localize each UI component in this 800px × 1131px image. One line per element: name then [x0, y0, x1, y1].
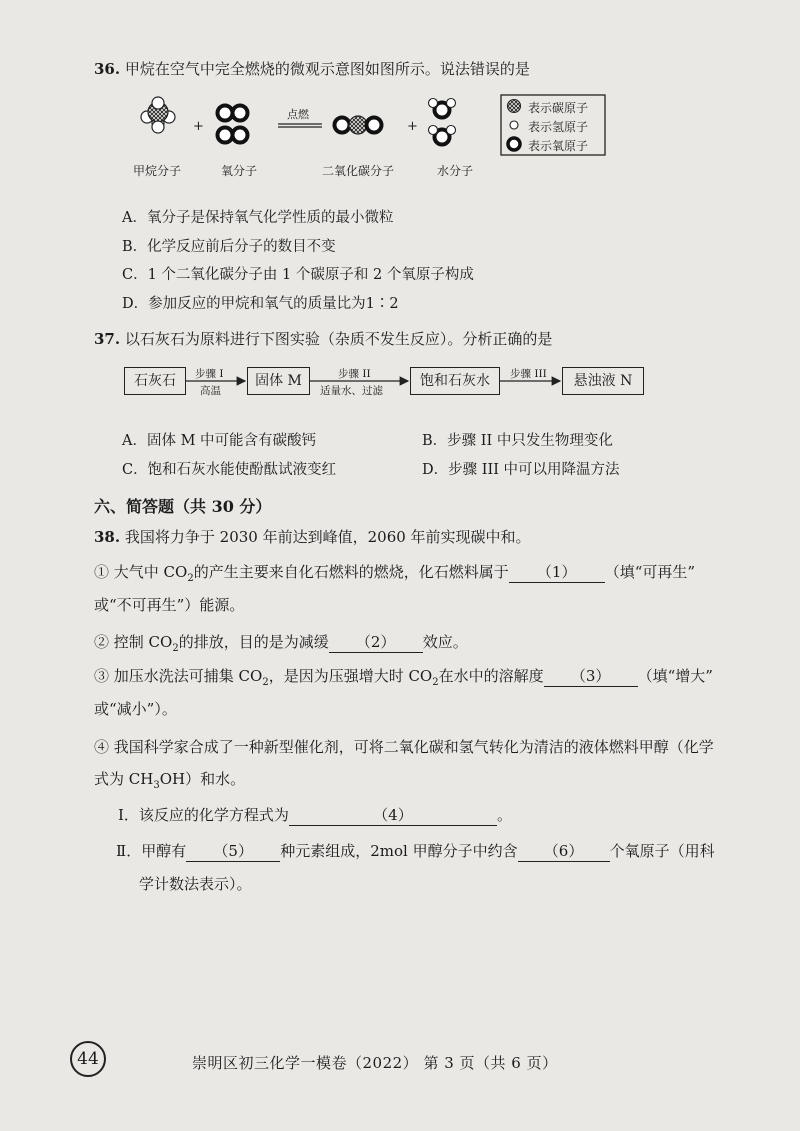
q36-stem-text: 甲烷在空气中完全燃烧的微观示意图如图所示。说法错误的是: [124, 60, 530, 78]
q38-number: 38.: [94, 528, 121, 546]
answer-blank-1[interactable]: （1）: [509, 561, 605, 583]
flow-box-limewater: 饱和石灰水: [410, 367, 500, 395]
flow-box-limestone: 石灰石: [124, 367, 186, 395]
q38-part1: ① 大气中 $CO_2$的产生主要来自化石燃料的燃烧，化石燃料属于 （1） （填“可再生”: [94, 563, 696, 584]
q37-stem-text: 以石灰石为原料进行下图实验（杂质不发生反应）。分析正确的是: [124, 330, 553, 348]
step2-bottom: 适量水、过滤: [320, 385, 383, 397]
q37-option-c: C．饱和石灰水能使酚酞试液变红: [122, 462, 337, 478]
q37-option-d: D．步骤 III 中可以用降温方法: [422, 462, 620, 478]
q38-part4: ④ 我国科学家合成了一种新型催化剂，可将二氧化碳和氢气转化为清洁的液体燃料甲醇（化学: [94, 738, 714, 756]
q38-part3-cont: 或“减小”）。: [94, 700, 177, 718]
step1-bottom: 高温: [200, 385, 221, 397]
q38-part2: ② 控制 $CO_2$的排放，目的是为减缓 （2） 效应。: [94, 633, 468, 654]
step2-top: 步骤 II: [338, 368, 371, 380]
step3-top: 步骤 III: [510, 368, 547, 380]
q38-stem-text: 我国将力争于 2030 年前达到峰值，2060 年前实现碳中和。: [124, 528, 531, 546]
q37-option-a: A．固体 M 中可能含有碳酸钙: [122, 433, 317, 449]
flow-box-solid-m: 固体 M: [247, 367, 310, 395]
legend-oxygen: 表示氧原子: [528, 139, 589, 153]
q36-option-c: C．1 个二氧化碳分子由 1 个碳原子和 2 个氧原子构成: [122, 267, 474, 283]
q38-sub1: I．该反应的化学方程式为 （4） 。: [118, 806, 512, 824]
legend-hydrogen: 表示氢原子: [528, 120, 589, 134]
q36-option-d: D．参加反应的甲烷和氧气的质量比为1∶2: [122, 296, 399, 312]
q38-part3: ③ 加压水洗法可捕集 $CO_2$，是因为压强增大时 $CO_2$在水中的溶解度 （3） （填“增大”: [94, 667, 713, 688]
answer-blank-5[interactable]: （5）: [186, 840, 280, 862]
q37-number: 37.: [94, 330, 121, 348]
methane-label: 甲烷分子: [133, 164, 182, 178]
plus-sign-2: +: [407, 119, 418, 134]
q36-option-b: B．化学反应前后分子的数目不变: [122, 239, 336, 255]
plus-sign-1: +: [193, 119, 204, 134]
answer-blank-3[interactable]: （3）: [544, 665, 638, 687]
q36-option-a: A．氧分子是保持氧气化学性质的最小微粒: [122, 210, 394, 226]
answer-blank-6[interactable]: （6）: [518, 840, 610, 862]
q38-sub2-cont: 学计数法表示）。: [139, 875, 252, 893]
footer-text: 崇明区初三化学一模卷（2022） 第 3 页（共 6 页）: [192, 1054, 558, 1072]
flow-box-suspension-n: 悬浊液 N: [562, 367, 644, 395]
co2-label: 二氧化碳分子: [322, 164, 395, 178]
legend-carbon: 表示碳原子: [528, 101, 589, 115]
oxygen-label: 氧分子: [221, 164, 258, 178]
q38-part1-cont: 或“不可再生”）能源。: [94, 596, 245, 614]
water-label: 水分子: [437, 164, 474, 178]
q38-sub2: Ⅱ．甲醇有 （5） 种元素组成，2mol 甲醇分子中约含 （6） 个氧原子（用科: [116, 842, 715, 860]
flow-arrows: [0, 0, 800, 420]
section-title: 六、简答题（共 30 分）: [94, 497, 272, 516]
reaction-condition: 点燃: [287, 108, 309, 121]
q38-stem: [94, 526, 531, 547]
q36-number: 36.: [94, 60, 121, 78]
q38-part4-cont: 式为 $CH_3OH$）和水。: [94, 770, 246, 791]
answer-blank-2[interactable]: （2）: [329, 631, 423, 653]
page-badge: 44: [70, 1041, 106, 1077]
q37-option-b: B．步骤 II 中只发生物理变化: [422, 433, 613, 449]
step1-top: 步骤 I: [195, 368, 224, 380]
answer-blank-4[interactable]: （4）: [289, 804, 497, 826]
